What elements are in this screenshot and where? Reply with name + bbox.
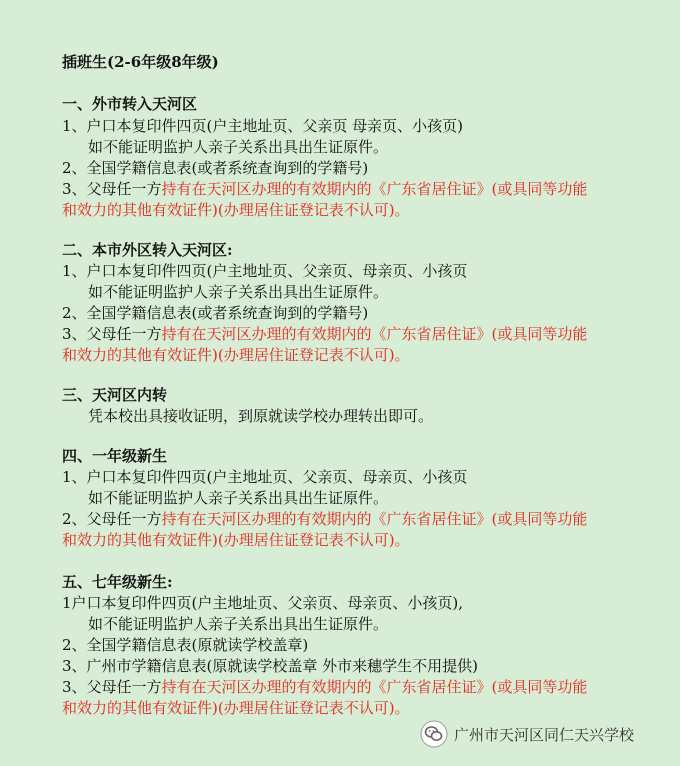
list-item-note: 如不能证明监护人亲子关系出具出生证原件。	[88, 138, 389, 156]
highlight-text: 持有在天河区办理的有效期内的《广东省居住证》(或具同等功能	[161, 510, 588, 528]
list-item-note: 如不能证明监护人亲子关系出具出生证原件。	[88, 283, 389, 301]
wechat-official-account-icon	[420, 720, 448, 748]
list-item: 1、户口本复印件四页(户主地址页、父亲页 母亲页、小孩页)	[62, 117, 464, 135]
list-item	[62, 179, 587, 199]
list-item: 3、广州市学籍信息表(原就读学校盖章 外市来穗学生不用提供)	[62, 657, 479, 675]
list-item	[62, 677, 587, 697]
document-title: 插班生(2-6年级8年级)	[62, 53, 219, 71]
section-heading: 五、七年级新生:	[62, 573, 173, 591]
highlight-text: 和效力的其他有效证件)(办理居住证登记表不认可)。	[62, 346, 410, 364]
list-item: 1、户口本复印件四页(户主地址页、父亲页、母亲页、小孩页	[62, 468, 468, 486]
highlight-text: 持有在天河区办理的有效期内的《广东省居住证》(或具同等功能	[161, 180, 588, 198]
list-item: 1户口本复印件四页(户主地址页、父亲页、母亲页、小孩页),	[62, 594, 464, 612]
section-heading: 三、天河区内转	[62, 386, 168, 404]
list-item-note: 如不能证明监护人亲子关系出具出生证原件。	[88, 489, 389, 507]
list-item: 凭本校出具接收证明，到原就读学校办理转出即可。	[88, 407, 434, 425]
list-item: 2、全国学籍信息表(原就读学校盖章)	[62, 636, 309, 654]
list-item: 2、全国学籍信息表(或者系统查询到的学籍号)	[62, 304, 369, 322]
watermark-text: 广州市天河区同仁天兴学校	[454, 725, 635, 744]
list-item-prefix: 3、父母任一方	[62, 180, 162, 198]
list-item-note: 如不能证明监护人亲子关系出具出生证原件。	[88, 615, 389, 633]
highlight-text: 和效力的其他有效证件)(办理居住证登记表不认可)。	[62, 201, 410, 219]
list-item-prefix: 2、父母任一方	[62, 510, 162, 528]
section-heading: 二、本市外区转入天河区:	[62, 241, 233, 259]
highlight-text: 持有在天河区办理的有效期内的《广东省居住证》(或具同等功能	[161, 678, 588, 696]
highlight-text: 和效力的其他有效证件)(办理居住证登记表不认可)。	[62, 699, 410, 717]
section-heading: 一、外市转入天河区	[62, 95, 198, 113]
list-item-prefix: 3、父母任一方	[62, 325, 162, 343]
highlight-text: 和效力的其他有效证件)(办理居住证登记表不认可)。	[62, 531, 410, 549]
list-item: 1、户口本复印件四页(户主地址页、父亲页、母亲页、小孩页	[62, 262, 468, 280]
list-item	[62, 324, 587, 344]
list-item-prefix: 3、父母任一方	[62, 678, 162, 696]
watermark	[420, 720, 634, 748]
list-item	[62, 509, 587, 529]
highlight-text: 持有在天河区办理的有效期内的《广东省居住证》(或具同等功能	[161, 325, 588, 343]
list-item: 2、全国学籍信息表(或者系统查询到的学籍号)	[62, 159, 369, 177]
section-heading: 四、一年级新生	[62, 447, 168, 465]
